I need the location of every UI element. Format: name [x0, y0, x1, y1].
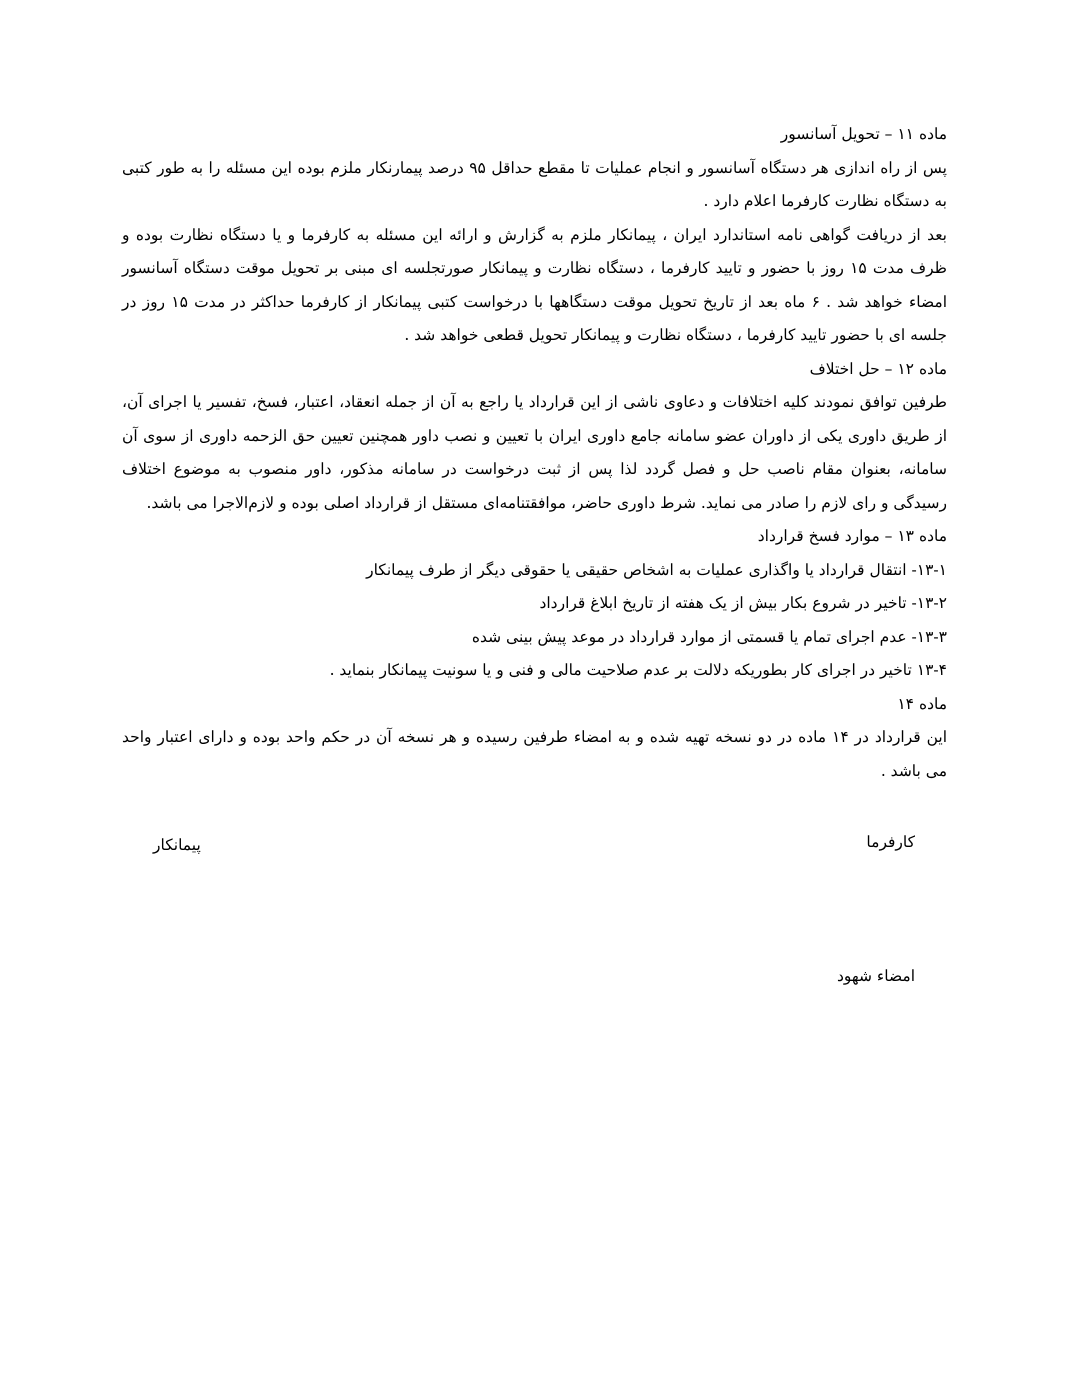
article-14-paragraph: این قرارداد در ۱۴ ماده در دو نسخه تهیه شده و به امضاء طرفین رسیده و هر نسخه آن در حکم واحد بوده و دارای اعتبار واحد می باشد .: [122, 728, 948, 780]
witnesses-signature-label: امضاء شهود: [836, 967, 915, 985]
employer-signature-label: کارفرما: [866, 833, 915, 851]
article-12-paragraph: طرفین توافق نمودند کلیه اختلافات و دعاوی ناشی از این قرارداد یا راجع به آن از جمله انعقاد، اعتبار، فسخ، تفسیر یا اجرای آن، از طریق داوری یکی از داوران عضو سامانه جامع داوری ایران با تعیین و نصب داور همچنین تعیین حق الزحمه داوری از سوی آن سامانه، بعنوان مقام ناصب حل و فصل گردد لذا پس از ثبت درخواست در سامانه مذکور، داور منصوب به موضوع اختلاف رسیدگی و رای لازم را صادر می نماید. شرط داوری حاضر، موافقتنامه‌ای مستقل از قرارداد اصلی بوده و لازم‌الاجرا می باشد.: [122, 393, 947, 512]
article-13-item-3: ۱۳-۳- عدم اجرای تمام یا قسمتی از موارد قرارداد در موعد پیش بینی شده: [471, 627, 947, 646]
article-12-heading: ماده ۱۲ – حل اختلاف: [809, 359, 947, 378]
article-13-item-1: ۱۳-۱- انتقال قرارداد یا واگذاری عملیات به اشخاص حقیقی یا حقوقی دیگر از طرف پیمانکار: [366, 560, 947, 579]
article-14-heading: ماده ۱۴: [897, 694, 947, 713]
article-11-paragraph-2: بعد از دریافت گواهی نامه استاندارد ایران ، پیمانکار ملزم به گزارش و ارائه این مسئله به کارفرما و یا دستگاه نظارت بوده و ظرف مدت ۱۵ روز با حضور و تایید کارفرما ، دستگاه نظارت و پیمانکار صورتجلسه ای مبنی بر تحویل موقت دستگاه آسانسور امضاء خواهد شد . ۶ ماه بعد از تاریخ تحویل موقت دستگاهها با درخواست کتبی پیمانکار از کارفرما حداکثر در مدت ۱۵ روز در جلسه ای با حضور تایید کارفرما ، دستگاه نظارت و پیمانکار تحویل قطعی خواهد شد .: [122, 225, 948, 344]
article-11-paragraph-1: پس از راه اندازی هر دستگاه آسانسور و انجام عملیات تا مقطع حداقل ۹۵ درصد پیمارنکار ملزم بوده این مسئله را به طور کتبی به دستگاه نظارت کارفرما اعلام دارد .: [122, 158, 947, 210]
contract-body: [122, 118, 947, 788]
article-13-item-2: ۱۳-۲- تاخیر در شروع بکار بیش از یک هفته از تاریخ ابلاغ قرارداد: [539, 594, 947, 612]
article-11-heading: ماده ۱۱ – تحویل آسانسور: [780, 125, 947, 143]
article-13-heading: ماده ۱۳ – موارد فسخ قرارداد: [757, 527, 947, 545]
article-13-item-4: ۱۳-۴ تاخیر در اجرای کار بطوریکه دلالت بر عدم صلاحیت مالی و فنی و یا سونیت پیمانکار بنماید .: [329, 661, 947, 679]
contractor-signature-label: پیمانکار: [153, 836, 201, 854]
